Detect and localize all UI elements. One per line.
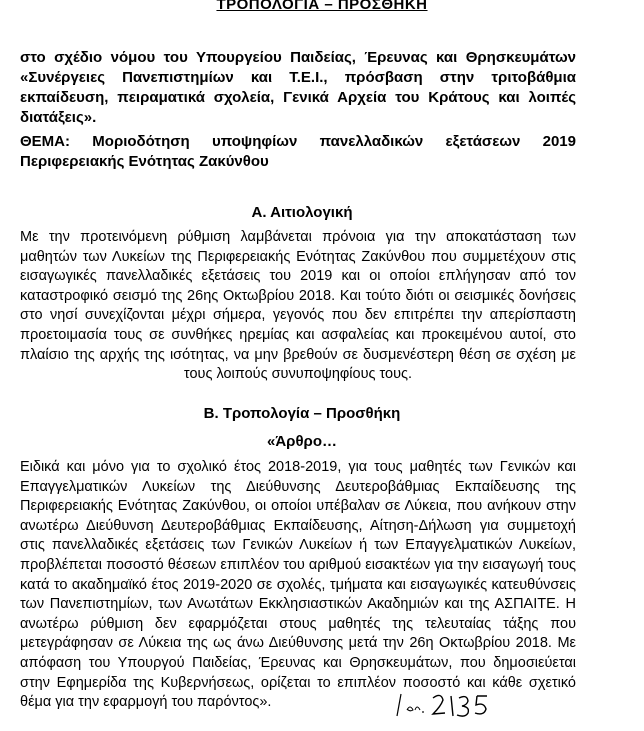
subject-line: ΘΕΜΑ: Μοριοδότηση υποψηφίων πανελλαδικών εξετάσεων 2019 Περιφερειακής Ενότητας Ζακύνθου bbox=[20, 133, 576, 170]
document-title-text: ΤΡΟΠΟΛΟΓΙΑ – ΠΡΟΣΘΗΚΗ bbox=[216, 0, 428, 13]
document-title bbox=[0, 0, 644, 14]
article-heading: «Άρθρο… bbox=[266, 433, 337, 450]
section-a-heading: Α. Αιτιολογική bbox=[251, 204, 353, 221]
handwritten-annotation bbox=[395, 690, 505, 720]
section-a-paragraph: Με την προτεινόμενη ρύθμιση λαμβάνεται πρόνοια για την αποκατάσταση των μαθητών των Λυκείων της Περιφερειακής Ενότητας Ζακύνθου που συμμετέχουν στις εισαγωγικές πανελλαδικές εξετάσεις του 2019 και οι οποίοι επλήγησαν από τον καταστροφικό σεισμό της 26ης Οκτωβρίου 2018. Και τούτο διότι οι σεισμικές δονήσεις στο νησί συνεχίζονται μέχρι σήμερα, γεγονός που δεν επιτρέπει την απερίσπαστη προετοιμασία τους σε συνθήκες ηρεμίας και ασφαλείας και προκειμένου αυτοί, στο πλαίσιο της αρχής της ισότητας, να μην βρεθούν σε δυσμενέστερη θέση σε σχέση με τους λοιπούς συνυποψηφίους τους. bbox=[20, 229, 576, 383]
handwritten-mark bbox=[395, 690, 505, 720]
section-b-paragraph: Ειδικά και μόνο για το σχολικό έτος 2018-2019, για τους μαθητές των Γενικών και Επαγγελματικών Λυκείων της Διεύθυνσης Δευτεροβάθμιας Εκπαίδευσης της Περιφερειακής Ενότητας Ζακύνθου, οι οποίοι υπέβαλαν σε Λύκεια, που ανήκουν στην ανωτέρω Διεύθυνση Δευτεροβάθμιας Εκπαίδευσης, Αίτηση-Δήλωση για συμμετοχή στις πανελλαδικές εξετάσεις των Γενικών Λυκείων ή των Επαγγελματικών Λυκείων, προβλέπεται ποσοστό θέσεων επιπλέον του αριθμού εισακτέων για την εισαγωγή τους κατά το ακαδημαϊκό έτος 2019-2020 σε σχολές, τμήματα και εισαγωγικές κατευθύνσεις των Πανεπιστημίων, των Ανωτάτων Εκκλησιαστικών Ακαδημιών και της ΑΣΠΑΙΤΕ. Η ανωτέρω ρύθμιση δεν εφαρμόζεται στους μαθητές της τελευταίας τάξης που μετεγράφησαν σε Λύκεια της ως άνω Διεύθυνσης μετά την 26η Οκτωβρίου 2018. Με απόφαση του Υπουργού Παιδείας, Έρευνας και Θρησκευμάτων, που δημοσιεύεται στην Εφημερίδα της Κυβερνήσεως, ορίζεται το επιπλέον ποσοστό και κάθε σχετικό θέμα για την εφαρμογή του παρόντος». bbox=[20, 459, 576, 711]
section-b-heading: Β. Τροπολογία – Προσθήκη bbox=[203, 405, 401, 422]
bill-reference: στο σχέδιο νόμου του Υπουργείου Παιδείας, Έρευνας και Θρησκευμάτων «Συνέργειες Πανεπιστημίων και Τ.Ε.Ι., πρόσβαση στην τριτοβάθμια εκπαίδευση, πειραματικά σχολεία, Γενικά Αρχεία του Κράτους και λοιπές διατάξεις». bbox=[20, 49, 576, 126]
